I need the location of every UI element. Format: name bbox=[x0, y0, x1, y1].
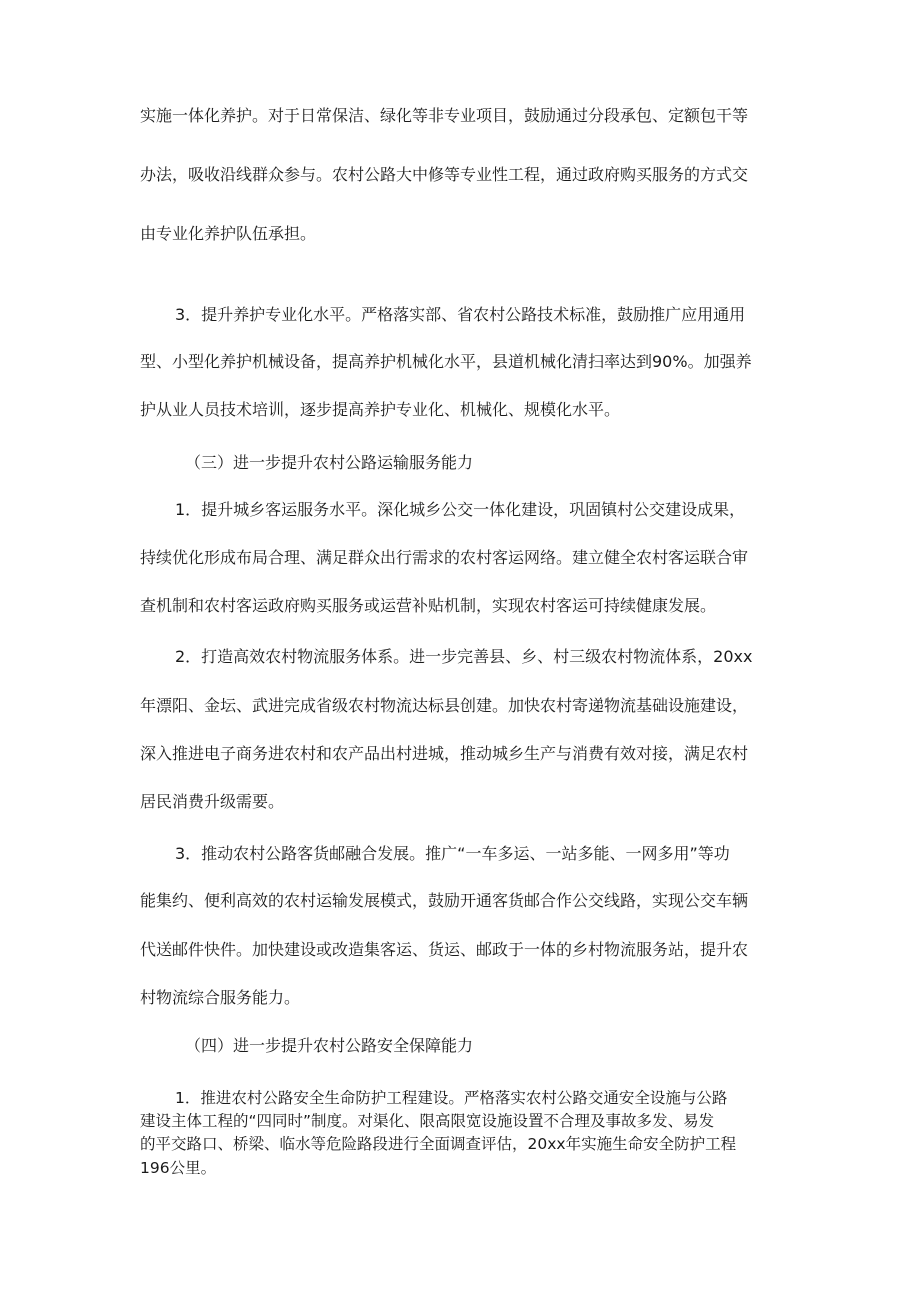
text-line: 居民消费升级需要。 bbox=[140, 792, 285, 811]
text-line: 持续优化形成布局合理、满足群众出行需求的农村客运网络。建立健全农村客运联合审 bbox=[140, 548, 749, 567]
text-line: 实施一体化养护。对于日常保洁、绿化等非专业项目，鼓励通过分段承包、定额包干等 bbox=[140, 106, 749, 125]
text-line: 由专业化养护队伍承担。 bbox=[140, 224, 317, 243]
text-line: 查机制和农村客运政府购买服务或运营补贴机制，实现农村客运可持续健康发展。 bbox=[140, 596, 717, 615]
text-line: 3．提升养护专业化水平。严格落实部、省农村公路技术标准，鼓励推广应用通用 bbox=[175, 305, 746, 324]
text-line: 办法，吸收沿线群众参与。农村公路大中修等专业性工程，通过政府购买服务的方式交 bbox=[140, 165, 749, 184]
text-line: 型、小型化养护机械设备，提高养护机械化水平，县道机械化清扫率达到90%。加强养 bbox=[140, 352, 752, 371]
text-line: 村物流综合服务能力。 bbox=[140, 988, 301, 1007]
text-line: 1．提升城乡客运服务水平。深化城乡公交一体化建设，巩固镇村公交建设成果， bbox=[175, 500, 746, 519]
section-heading: （三）进一步提升农村公路运输服务能力 bbox=[185, 453, 474, 472]
text-line: 建设主体工程的“四同时”制度。对渠化、限高限宽设施设置不合理及事故多发、易发 bbox=[140, 1112, 715, 1130]
text-line: 1．推进农村公路安全生命防护工程建设。严格落实农村公路交通安全设施与公路 bbox=[175, 1089, 728, 1107]
section-heading: （四）进一步提升农村公路安全保障能力 bbox=[185, 1036, 474, 1055]
text-line: 能集约、便利高效的农村运输发展模式，鼓励开通客货邮合作公交线路，实现公交车辆 bbox=[140, 891, 749, 910]
text-line: 196公里。 bbox=[140, 1159, 217, 1177]
text-line: 的平交路口、桥梁、临水等危险路段进行全面调查评估，20xx年实施生命安全防护工程 bbox=[140, 1135, 737, 1153]
text-line: 代送邮件快件。加快建设或改造集客运、货运、邮政于一体的乡村物流服务站，提升农 bbox=[140, 940, 749, 959]
text-line: 2．打造高效农村物流服务体系。进一步完善县、乡、村三级农村物流体系，20xx bbox=[175, 647, 753, 666]
text-line: 深入推进电子商务进农村和农产品出村进城，推动城乡生产与消费有效对接，满足农村 bbox=[140, 744, 749, 763]
text-line: 年漂阳、金坛、武进完成省级农村物流达标县创建。加快农村寄递物流基础设施建设， bbox=[140, 696, 749, 715]
text-line: 3．推动农村公路客货邮融合发展。推广“一车多运、一站多能、一网多用”等功 bbox=[175, 844, 730, 863]
text-line: 护从业人员技术培训，逐步提高养护专业化、机械化、规模化水平。 bbox=[140, 400, 621, 419]
